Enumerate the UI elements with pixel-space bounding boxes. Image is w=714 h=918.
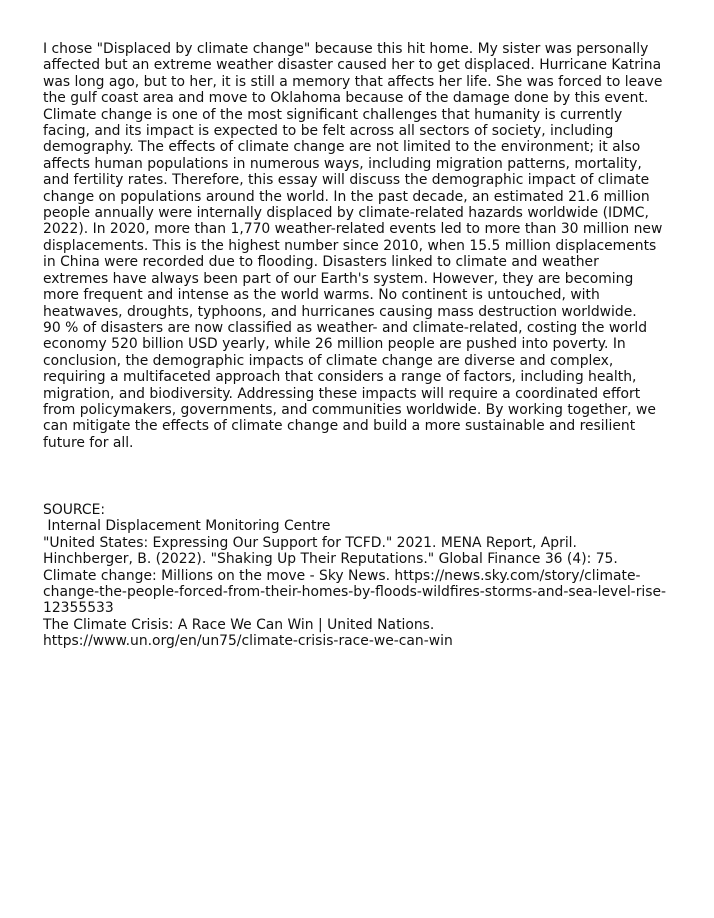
sources-heading: SOURCE: <box>43 502 106 518</box>
source-line: https://www.un.org/en/un75/climate-crisis-race-we-can-win <box>43 633 453 650</box>
source-line: The Climate Crisis: A Race We Can Win | United Nations. <box>43 616 435 633</box>
essay-paragraph: I chose "Displaced by climate change" because this hit home. My sister was personally affected but an extreme weather disaster caused her to get displaced. Hurricane Katrina was long ago, but to her, it is still a memory that affects her life. She was forced to leave the gulf coast area and move to Oklahoma because of the damage done by this event. Climate change is one of the most significant challenges that humanity is currently facing, and its impact is expected to be felt across all sectors of society, including demography. The effects of climate change are not limited to the environment; it also affects human populations in numerous ways, including migration patterns, mortality, and fertility rates. Therefore, this essay will discuss the demographic impact of climate change on populations around the world. In the past decade, an estimated 21.6 million people annually were internally displaced by climate-related hazards worldwide (IDMC, 2022). In 2020, more than 1,770 weather-related events led to more than 30 million new displacements. This is the highest number since 2010, when 15.5 million displacements in China were recorded due to flooding. Disasters linked to climate and weather extremes have always been part of our Earth's system. However, they are becoming more frequent and intense as the world warms. No continent is untouched, with heatwaves, droughts, typhoons, and hurricanes causing mass destruction worldwide. 90 % of disasters are now classified as weather- and climate-related, costing the world economy 520 billion USD yearly, while 26 million people are pushed into poverty. In conclusion, the demographic impacts of climate change are diverse and complex, requiring a multifaceted approach that considers a range of factors, including health, migration, and biodiversity. Addressing these impacts will require a coordinated effort from policymakers, governments, and communities worldwide. By working together, we can mitigate the effects of climate change and build a more sustainable and resilient future for all. <box>43 41 663 451</box>
source-line: Hinchberger, B. (2022). "Shaking Up Their Reputations." Global Finance 36 (4): 75. <box>43 551 618 568</box>
source-line: Climate change: Millions on the move - Sky News. https://news.sky.com/story/climate- <box>43 567 641 584</box>
source-line: change-the-people-forced-from-their-homes-by-floods-wildfires-storms-and-sea-level-rise- <box>43 584 667 601</box>
source-line: 12355533 <box>43 600 114 617</box>
source-line: "United States: Expressing Our Support for TCFD." 2021. MENA Report, April. <box>43 534 577 551</box>
source-line: Internal Displacement Monitoring Centre <box>43 518 331 535</box>
sources-section <box>43 502 693 650</box>
